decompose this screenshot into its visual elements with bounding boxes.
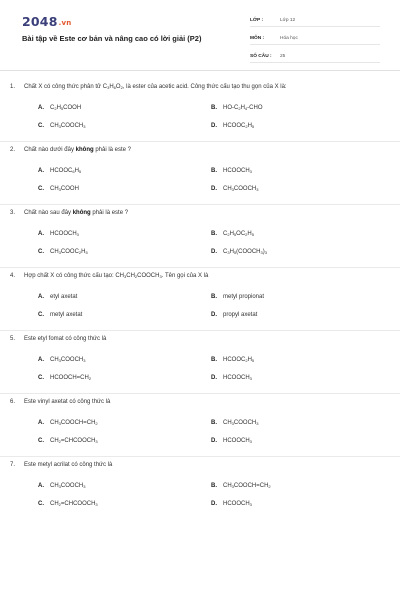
brand-suffix: .vn <box>58 18 72 27</box>
option-text: $CH_2=CHCOOCH_3$ <box>50 438 98 444</box>
question-6 <box>0 393 400 444</box>
option-key: A. <box>38 420 44 426</box>
option-key: A. <box>38 483 44 489</box>
answer-option-c[interactable] <box>38 375 211 381</box>
answer-option-b[interactable] <box>211 105 384 111</box>
question-text <box>10 394 382 407</box>
option-key: D. <box>211 123 217 129</box>
option-key: B. <box>211 168 217 174</box>
count-label: SỐ CÂU : <box>250 53 272 59</box>
question-text <box>10 142 382 155</box>
option-key: C. <box>38 186 44 192</box>
answer-options <box>24 231 382 255</box>
answer-option-c[interactable] <box>38 249 211 255</box>
question-2 <box>0 141 400 192</box>
option-key: A. <box>38 168 44 174</box>
option-key: A. <box>38 294 44 300</box>
question-number: 7. <box>10 462 16 468</box>
answer-option-b[interactable] <box>211 231 384 237</box>
option-text: $HCOOC_2H_5$ <box>223 123 255 129</box>
option-text: $HCOOCH_3$ <box>223 501 252 507</box>
option-text: $CH_3COOCH_3$ <box>50 357 86 363</box>
brand-name: 2048 <box>22 14 58 29</box>
answer-option-d[interactable] <box>211 312 384 318</box>
option-text: $HO-C_2H_4$-CHO <box>223 105 263 111</box>
page-header <box>0 0 400 70</box>
page-title: Bài tập về Este cơ bản và nâng cao có lời giải (P2) <box>22 34 202 43</box>
question-4 <box>0 267 400 318</box>
info-row-count <box>250 50 380 63</box>
option-key: D. <box>211 375 217 381</box>
answer-option-d[interactable] <box>211 123 384 129</box>
site-logo[interactable] <box>22 14 71 29</box>
question-text <box>10 205 382 218</box>
question-body: Este etyl fomat có công thức là <box>24 336 107 342</box>
option-key: C. <box>38 123 44 129</box>
option-text: $CH_3COOCH_3$ <box>50 483 86 489</box>
answer-option-d[interactable] <box>211 375 384 381</box>
question-body: Chất nào sau đây không phải là este ? <box>24 210 129 216</box>
answer-option-d[interactable] <box>211 249 384 255</box>
answer-options <box>24 294 382 318</box>
question-number: 4. <box>10 273 16 279</box>
answer-option-b[interactable] <box>211 483 384 489</box>
question-text <box>10 457 382 470</box>
option-text: $HCOOCH_3$ <box>223 168 252 174</box>
question-body: Chất X có công thức phân tử $C_3H_6O_2$, là ester của acetic acid. Công thức cấu tạo thu gọn của X là: <box>24 84 287 90</box>
question-7 <box>0 456 400 507</box>
answer-options <box>24 483 382 507</box>
answer-option-c[interactable] <box>38 186 211 192</box>
question-body: Hợp chất X có công thức cấu tạo: $CH_3CH_2COOCH_3$. Tên gọi của X là <box>24 273 209 279</box>
question-number: 5. <box>10 336 16 342</box>
answer-option-a[interactable] <box>38 357 211 363</box>
option-key: B. <box>211 420 217 426</box>
question-list <box>0 79 400 519</box>
option-key: D. <box>211 501 217 507</box>
option-key: D. <box>211 312 217 318</box>
answer-option-b[interactable] <box>211 168 384 174</box>
option-key: A. <box>38 105 44 111</box>
option-text: metyl axetat <box>50 312 83 318</box>
question-text <box>10 79 382 92</box>
class-label: LỚP : <box>250 17 264 23</box>
answer-option-c[interactable] <box>38 438 211 444</box>
option-text: $HCOOCH_3$ <box>223 438 252 444</box>
answer-options <box>24 105 382 129</box>
subject-value: Hóa học <box>280 35 298 41</box>
question-text <box>10 268 382 281</box>
option-text: etyl axetat <box>50 294 78 300</box>
option-key: B. <box>211 294 217 300</box>
answer-options <box>24 168 382 192</box>
option-text: $HCOOC_6H_5$ <box>50 168 82 174</box>
option-text: $CH_3COOC_2H_5$ <box>50 249 88 255</box>
option-key: C. <box>38 249 44 255</box>
answer-option-c[interactable] <box>38 123 211 129</box>
answer-option-d[interactable] <box>211 186 384 192</box>
option-key: C. <box>38 501 44 507</box>
option-key: B. <box>211 105 217 111</box>
option-text: $CH_3COOCH_3$ <box>223 186 259 192</box>
answer-option-a[interactable] <box>38 420 211 426</box>
option-text: $C_2H_5COOH$ <box>50 105 82 111</box>
option-text: $HCOOCH=CH_2$ <box>50 375 92 381</box>
option-key: C. <box>38 312 44 318</box>
option-key: B. <box>211 483 217 489</box>
question-3 <box>0 204 400 255</box>
option-text: $CH_3COOCH_3$ <box>223 420 259 426</box>
option-key: D. <box>211 438 217 444</box>
option-text: $C_2H_5OC_2H_5$ <box>223 231 254 237</box>
option-text: $HCOOC_2H_5$ <box>223 357 255 363</box>
option-text: $HCOOCH_3$ <box>50 231 79 237</box>
class-value: Lớp 12 <box>280 17 296 23</box>
question-1 <box>0 79 400 129</box>
question-body: Este vinyl axetat có công thức là <box>24 399 111 405</box>
answer-option-b[interactable] <box>211 420 384 426</box>
question-number: 6. <box>10 399 16 405</box>
option-text: $CH_2=CHCOOCH_3$ <box>50 501 98 507</box>
subject-label: MÔN : <box>250 35 265 41</box>
info-row-subject <box>250 32 380 45</box>
option-text: metyl propionat <box>223 294 265 300</box>
answer-options <box>24 420 382 444</box>
option-text: $C_3H_5(COOCH_3)_3$ <box>223 249 267 255</box>
option-text: $HCOOCH_3$ <box>223 375 252 381</box>
answer-options <box>24 357 382 381</box>
answer-option-c[interactable] <box>38 501 211 507</box>
header-divider <box>0 70 400 71</box>
option-text: propyl axetat <box>223 312 258 318</box>
option-key: B. <box>211 357 217 363</box>
answer-option-a[interactable] <box>38 168 211 174</box>
info-panel <box>250 14 380 68</box>
option-key: A. <box>38 231 44 237</box>
question-5 <box>0 330 400 381</box>
option-text: $CH_3COOH$ <box>50 186 79 192</box>
option-key: C. <box>38 438 44 444</box>
answer-option-b[interactable] <box>211 357 384 363</box>
option-text: $CH_3COOCH_3$ <box>50 123 86 129</box>
info-row-class <box>250 14 380 27</box>
answer-option-a[interactable] <box>38 294 211 300</box>
answer-option-c[interactable] <box>38 312 211 318</box>
option-key: D. <box>211 249 217 255</box>
question-text <box>10 331 382 344</box>
question-number: 2. <box>10 147 16 153</box>
option-key: C. <box>38 375 44 381</box>
option-key: A. <box>38 357 44 363</box>
question-number: 3. <box>10 210 16 216</box>
answer-option-a[interactable] <box>38 105 211 111</box>
answer-option-a[interactable] <box>38 231 211 237</box>
count-value: 25 <box>280 53 286 59</box>
question-body: Este metyl acrilat có công thức là <box>24 462 113 468</box>
answer-option-b[interactable] <box>211 294 384 300</box>
question-body: Chất nào dưới đây không phải là este ? <box>24 147 132 153</box>
question-number: 1. <box>10 84 16 90</box>
answer-option-d[interactable] <box>211 438 384 444</box>
option-text: $CH_3COOCH=CH_2$ <box>50 420 98 426</box>
option-text: $CH_3COOCH=CH_2$ <box>223 483 271 489</box>
option-key: B. <box>211 231 217 237</box>
answer-option-d[interactable] <box>211 501 384 507</box>
answer-option-a[interactable] <box>38 483 211 489</box>
option-key: D. <box>211 186 217 192</box>
